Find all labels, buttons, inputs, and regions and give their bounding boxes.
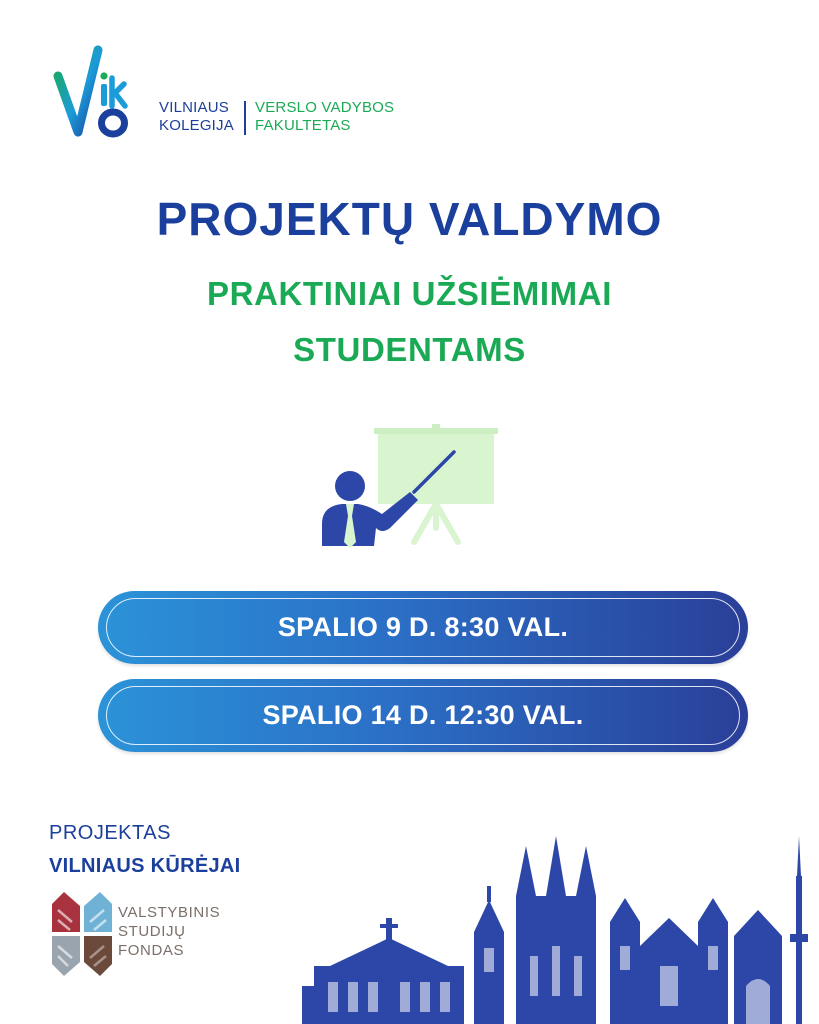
page-title: PROJEKTŲ VALDYMO — [156, 193, 663, 245]
session-label-2: SPALIO 14 D. 12:30 VAL. — [106, 686, 740, 745]
logo-divider — [244, 101, 246, 135]
logo-faculty-name: VERSLO VADYBOS FAKULTETAS — [255, 99, 395, 134]
subtitle-line-1: PRAKTINIAI UŽSIĖMIMAI — [207, 275, 612, 312]
session-date-1 — [98, 591, 748, 664]
session-label-1: SPALIO 9 D. 8:30 VAL. — [106, 598, 740, 657]
project-name: VILNIAUS KŪRĖJAI — [49, 855, 241, 877]
fund-name-line-2: STUDIJŲ — [118, 923, 186, 940]
subtitle-line-2: STUDENTAMS — [293, 331, 526, 368]
session-date-2 — [98, 679, 748, 752]
project-label: PROJEKTAS — [49, 822, 171, 844]
fund-name-line-3: FONDAS — [118, 942, 185, 959]
viko-logo-icon — [52, 44, 152, 144]
logo-institution-name: VILNIAUS KOLEGIJA — [159, 99, 234, 134]
vilnius-skyline-icon — [300, 836, 819, 1024]
presentation-teacher-icon — [318, 424, 502, 550]
fund-logo-icon — [50, 890, 114, 978]
fund-name-line-1: VALSTYBINIS — [118, 904, 221, 921]
